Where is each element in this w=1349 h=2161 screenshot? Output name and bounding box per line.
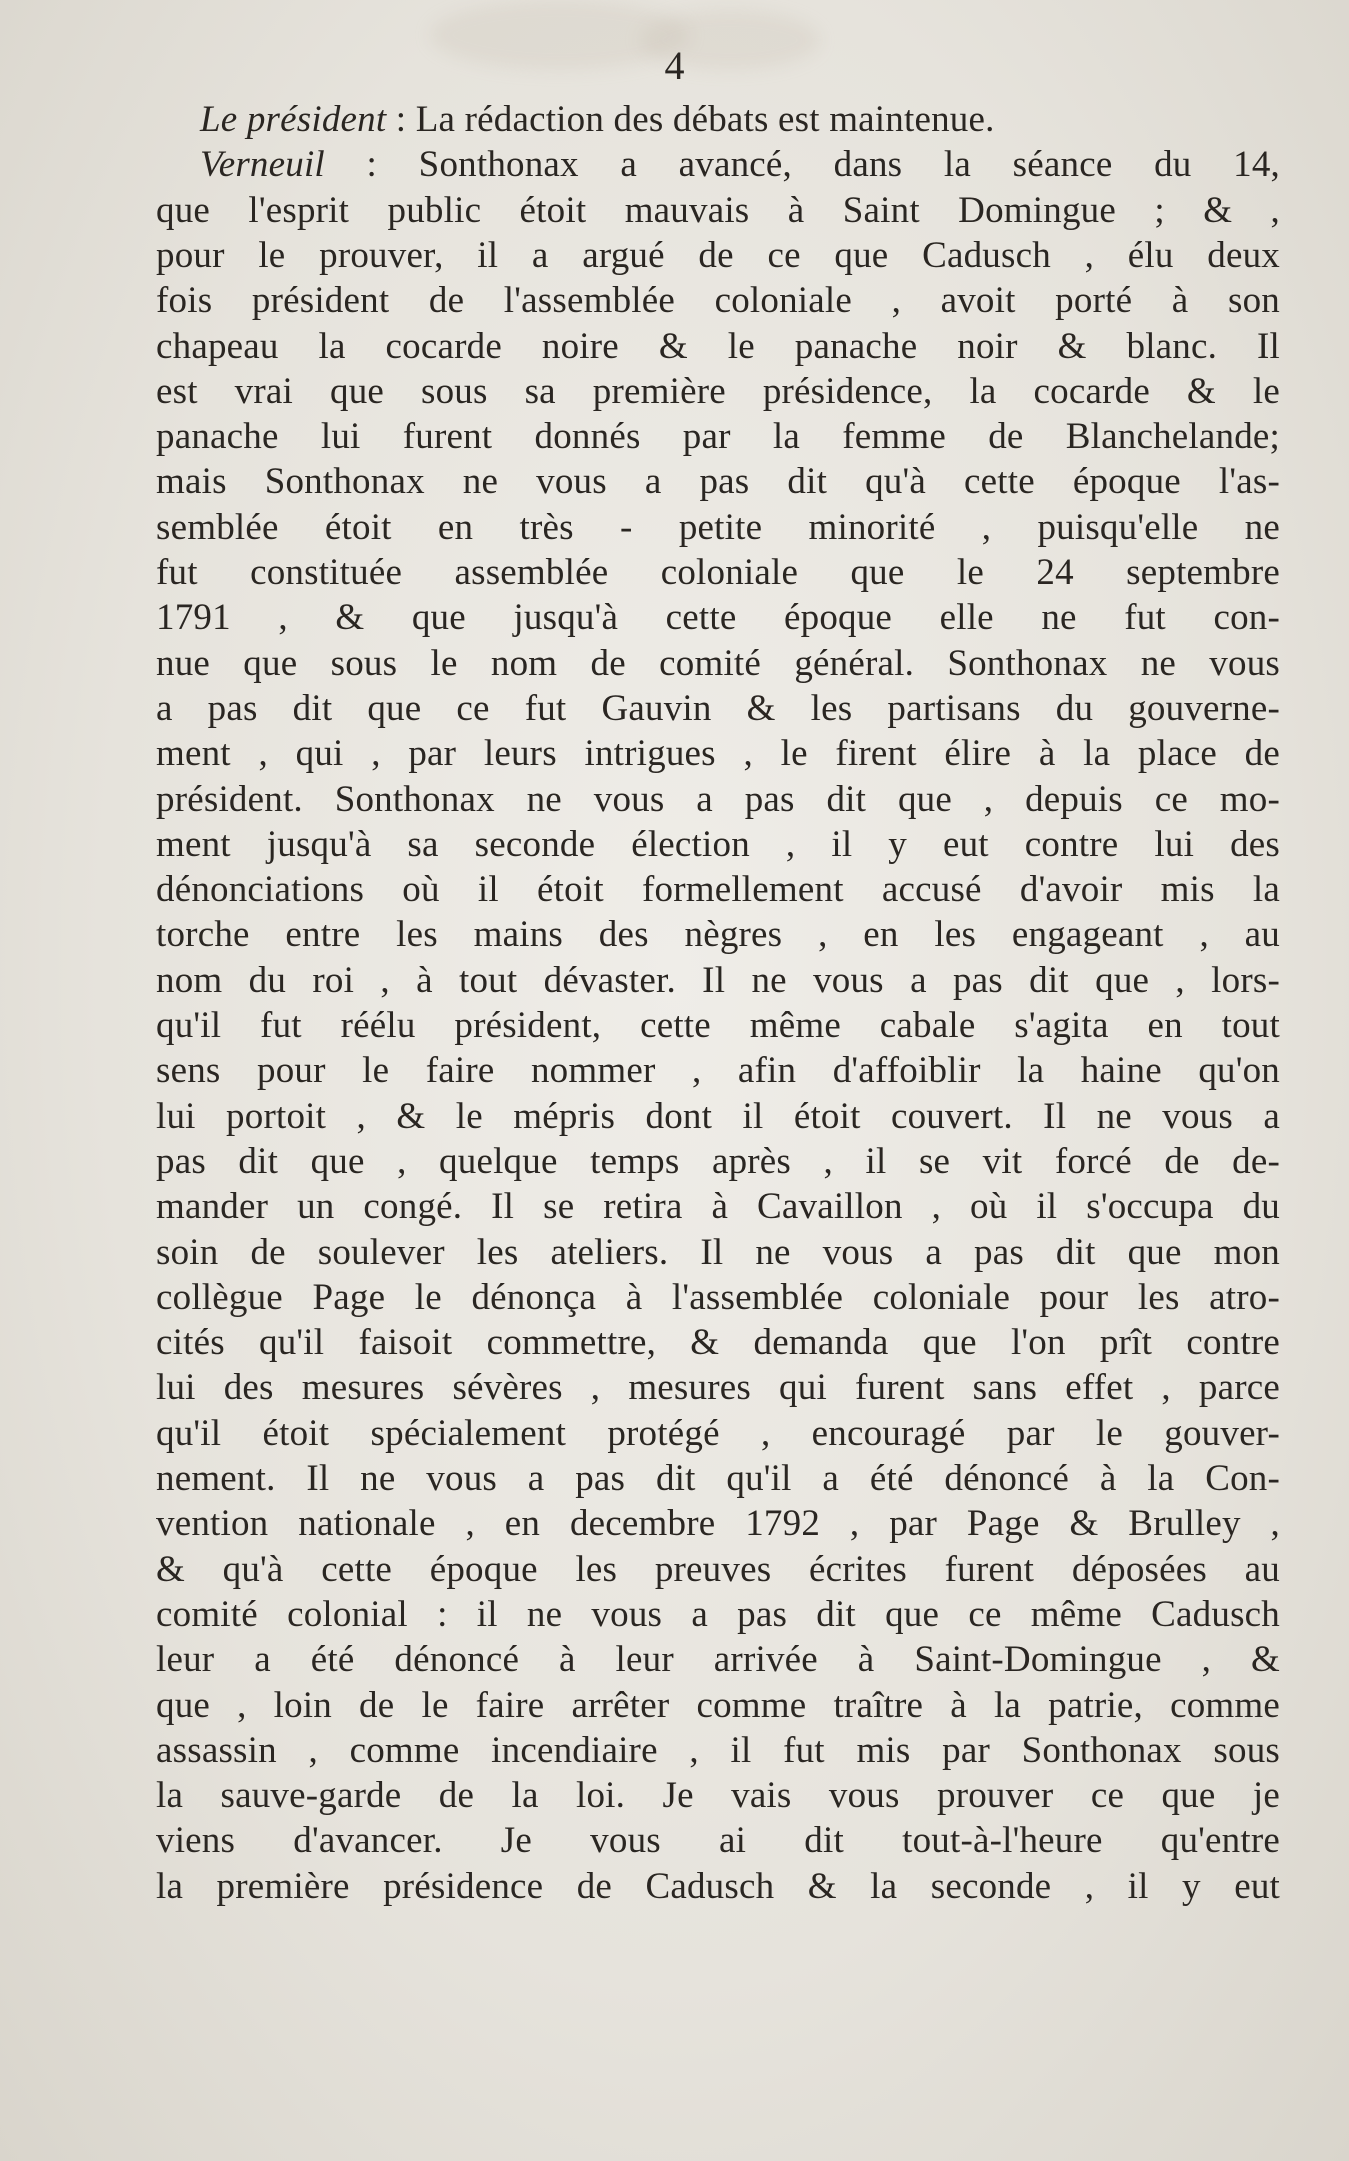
text-line: la sauve-garde de la loi. Je vais vous prouver ce que je <box>156 1775 1280 1817</box>
text-line: chapeau la cocarde noire & le panache noir & blanc. Il <box>156 325 1280 367</box>
text-line: fois président de l'assemblée coloniale , avoit porté à son <box>156 280 1280 322</box>
text-line: est vrai que sous sa première présidence, la cocarde & le <box>156 370 1280 412</box>
speaker-name: Verneuil <box>200 144 325 186</box>
text-line <box>200 143 1280 187</box>
speaker-name: Le président <box>200 99 387 140</box>
text-line: torche entre les mains des nègres , en les engageant , au <box>156 914 1280 956</box>
text-line: nement. Il ne vous a pas dit qu'il a été dénoncé à la Con- <box>156 1458 1280 1499</box>
text-line: leur a été dénoncé à leur arrivée à Saint-Domingue , & <box>156 1639 1280 1681</box>
text-line: comité colonial : il ne vous a pas dit que ce même Cadusch <box>156 1593 1280 1635</box>
text-line: nue que sous le nom de comité général. Sonthonax ne vous <box>156 642 1280 684</box>
text-line: que , loin de le faire arrêter comme traître à la patrie, comme <box>156 1684 1280 1726</box>
text-line: lui des mesures sévères , mesures qui furent sans effet , parce <box>156 1367 1280 1409</box>
text-line: qu'il étoit spécialement protégé , encouragé par le gouver- <box>156 1412 1280 1454</box>
text-line: nom du roi , à tout dévaster. Il ne vous a pas dit que , lors- <box>156 959 1280 1001</box>
text-line: cités qu'il faisoit commettre, & demanda que l'on prît contre <box>156 1322 1280 1364</box>
text-line: panache lui furent donnés par la femme de Blanchelande; <box>156 416 1280 458</box>
text-line: ment , qui , par leurs intrigues , le firent élire à la place de <box>156 733 1280 775</box>
text-line <box>200 98 1150 142</box>
text-line: sens pour le faire nommer , afin d'affoiblir la haine qu'on <box>156 1050 1280 1092</box>
text-line: 1791 , & que jusqu'à cette époque elle ne fut con- <box>156 597 1280 639</box>
text-line: collègue Page le dénonça à l'assemblée coloniale pour les atro- <box>156 1276 1280 1318</box>
text-line: semblée étoit en très - petite minorité , puisqu'elle ne <box>156 506 1280 548</box>
text-line: vention nationale , en decembre 1792 , par Page & Brulley , <box>156 1503 1280 1545</box>
text-line: soin de soulever les ateliers. Il ne vous a pas dit que mon <box>156 1231 1280 1273</box>
text-line: qu'il fut réélu président, cette même cabale s'agita en tout <box>156 1005 1280 1046</box>
text-line: que l'esprit public étoit mauvais à Saint Domingue ; & , <box>156 189 1280 231</box>
text-line: assassin , comme incendiaire , il fut mis par Sonthonax sous <box>156 1729 1280 1771</box>
line-text: : La rédaction des débats est maintenue. <box>386 99 995 140</box>
line-text: : Sonthonax a avancé, dans la séance du 14, <box>324 144 1280 186</box>
text-line: ment jusqu'à sa seconde élection , il y eut contre lui des <box>156 823 1280 865</box>
page-number: 4 <box>664 43 685 88</box>
text-line: & qu'à cette époque les preuves écrites furent déposées au <box>156 1548 1280 1590</box>
text-line: mander un congé. Il se retira à Cavaillon , où il s'occupa du <box>156 1186 1280 1228</box>
text-line: président. Sonthonax ne vous a pas dit que , depuis ce mo- <box>156 778 1280 820</box>
text-line: lui portoit , & le mépris dont il étoit couvert. Il ne vous a <box>156 1095 1280 1137</box>
text-line: pas dit que , quelque temps après , il se vit forcé de de- <box>156 1140 1280 1182</box>
text-line: a pas dit que ce fut Gauvin & les partisans du gouverne- <box>156 687 1280 729</box>
text-line: la première présidence de Cadusch & la seconde , il y eut <box>156 1865 1280 1907</box>
text-line: viens d'avancer. Je vous ai dit tout-à-l'heure qu'entre <box>156 1820 1280 1862</box>
text-line: fut constituée assemblée coloniale que le 24 septembre <box>156 552 1280 593</box>
text-line: mais Sonthonax ne vous a pas dit qu'à cette époque l'as- <box>156 461 1280 503</box>
text-line: dénonciations où il étoit formellement accusé d'avoir mis la <box>156 869 1280 911</box>
text-line: pour le prouver, il a argué de ce que Cadusch , élu deux <box>156 234 1280 276</box>
